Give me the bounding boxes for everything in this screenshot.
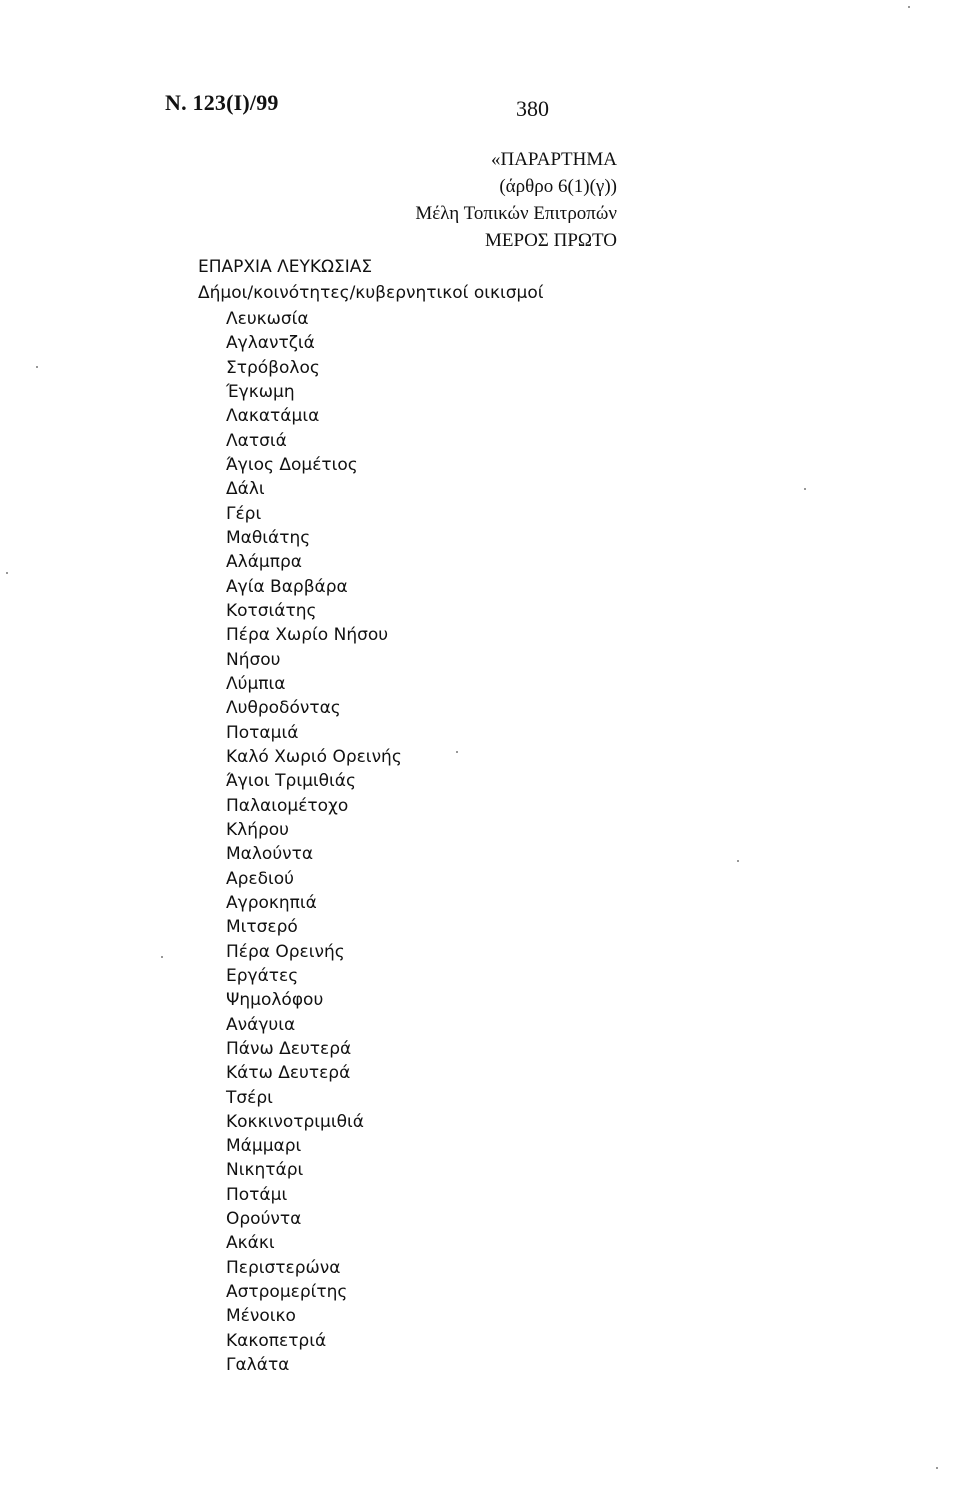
annex-article-ref: (άρθρο 6(1)(γ))	[499, 176, 617, 197]
settlement-item: Αστρομερίτης	[226, 1282, 348, 1303]
settlement-item: Ανάγυια	[226, 1014, 296, 1035]
scan-speck	[6, 572, 8, 574]
settlement-item: Δάλι	[226, 479, 265, 500]
settlement-item: Γέρι	[226, 503, 262, 524]
settlement-item: Μαλούντα	[226, 844, 314, 865]
settlement-item: Πέρα Ορεινής	[226, 941, 345, 962]
settlement-item: Ορούντα	[226, 1209, 302, 1230]
settlement-item: Πάνω Δευτερά	[226, 1038, 352, 1059]
scan-speck	[804, 488, 806, 490]
scan-speck	[36, 366, 38, 368]
scan-speck	[161, 956, 163, 958]
settlement-item: Ακάκι	[226, 1233, 275, 1254]
scan-speck	[936, 1467, 938, 1469]
settlement-item: Λύμπια	[226, 673, 286, 694]
settlement-item: Κάτω Δευτερά	[226, 1063, 351, 1084]
settlement-item: Αλάμπρα	[226, 552, 302, 573]
settlement-item: Άγιοι Τριμιθιάς	[226, 771, 356, 792]
settlement-item: Έγκωμη	[226, 381, 295, 402]
settlement-item: Γαλάτα	[226, 1355, 290, 1376]
annex-subtitle: Μέλη Τοπικών Επιτροπών	[415, 203, 617, 224]
settlement-item: Καλό Χωριό Ορεινής	[226, 746, 402, 767]
annex-part: ΜΕΡΟΣ ΠΡΩΤΟ	[485, 230, 617, 251]
annex-header	[415, 146, 617, 254]
settlement-item: Αγία Βαρβάρα	[226, 576, 348, 597]
settlement-item: Μάμμαρι	[226, 1136, 302, 1157]
page-number: 380	[516, 96, 549, 121]
scan-speck	[908, 6, 910, 8]
settlement-list	[226, 307, 402, 1377]
settlement-item: Κακοπετριά	[226, 1330, 327, 1351]
settlement-item: Κοκκινοτριμιθιά	[226, 1111, 364, 1132]
settlement-item: Κλήρου	[226, 819, 290, 840]
settlement-item: Τσέρι	[226, 1087, 273, 1108]
settlement-item: Νήσου	[226, 649, 281, 670]
settlement-item: Περιστερώνα	[226, 1257, 341, 1278]
settlement-item: Λατσιά	[226, 430, 287, 451]
settlement-item: Μένοικο	[226, 1306, 296, 1327]
settlement-item: Νικητάρι	[226, 1160, 304, 1181]
settlement-item: Αγροκηπιά	[226, 892, 317, 913]
settlement-item: Αρεδιού	[226, 868, 294, 889]
settlement-item: Λευκωσία	[226, 309, 309, 329]
settlement-item: Μαθιάτης	[226, 527, 311, 548]
law-number: Ν. 123(Ι)/99	[165, 90, 279, 115]
settlement-item: Πέρα Χωρίο Νήσου	[226, 625, 389, 646]
district-name: ΕΠΑΡΧΙΑ ΛΕΥΚΩΣΙΑΣ	[198, 257, 373, 277]
settlement-item: Παλαιομέτοχο	[226, 795, 349, 816]
settlement-item: Αγλαντζιά	[226, 333, 315, 354]
settlement-item: Λακατάμια	[226, 406, 320, 427]
settlement-item: Εργάτες	[226, 965, 299, 986]
settlement-item: Κοτσιάτης	[226, 600, 317, 621]
settlement-item: Άγιος Δομέτιος	[226, 454, 358, 475]
settlement-item: Ποταμιά	[226, 722, 299, 743]
settlement-item: Ψημολόφου	[226, 990, 324, 1011]
scan-speck	[737, 860, 739, 862]
municipalities-heading: Δήμοι/κοινότητες/κυβερνητικοί οικισμοί	[198, 283, 544, 303]
settlement-item: Στρόβολος	[226, 357, 320, 378]
annex-title: «ΠΑΡΑΡΤΗΜΑ	[490, 149, 617, 170]
settlement-item: Λυθροδόντας	[226, 698, 341, 719]
scan-speck	[456, 751, 458, 753]
settlement-item: Ποτάμι	[226, 1184, 288, 1205]
settlement-item: Μιτσερό	[226, 917, 298, 938]
